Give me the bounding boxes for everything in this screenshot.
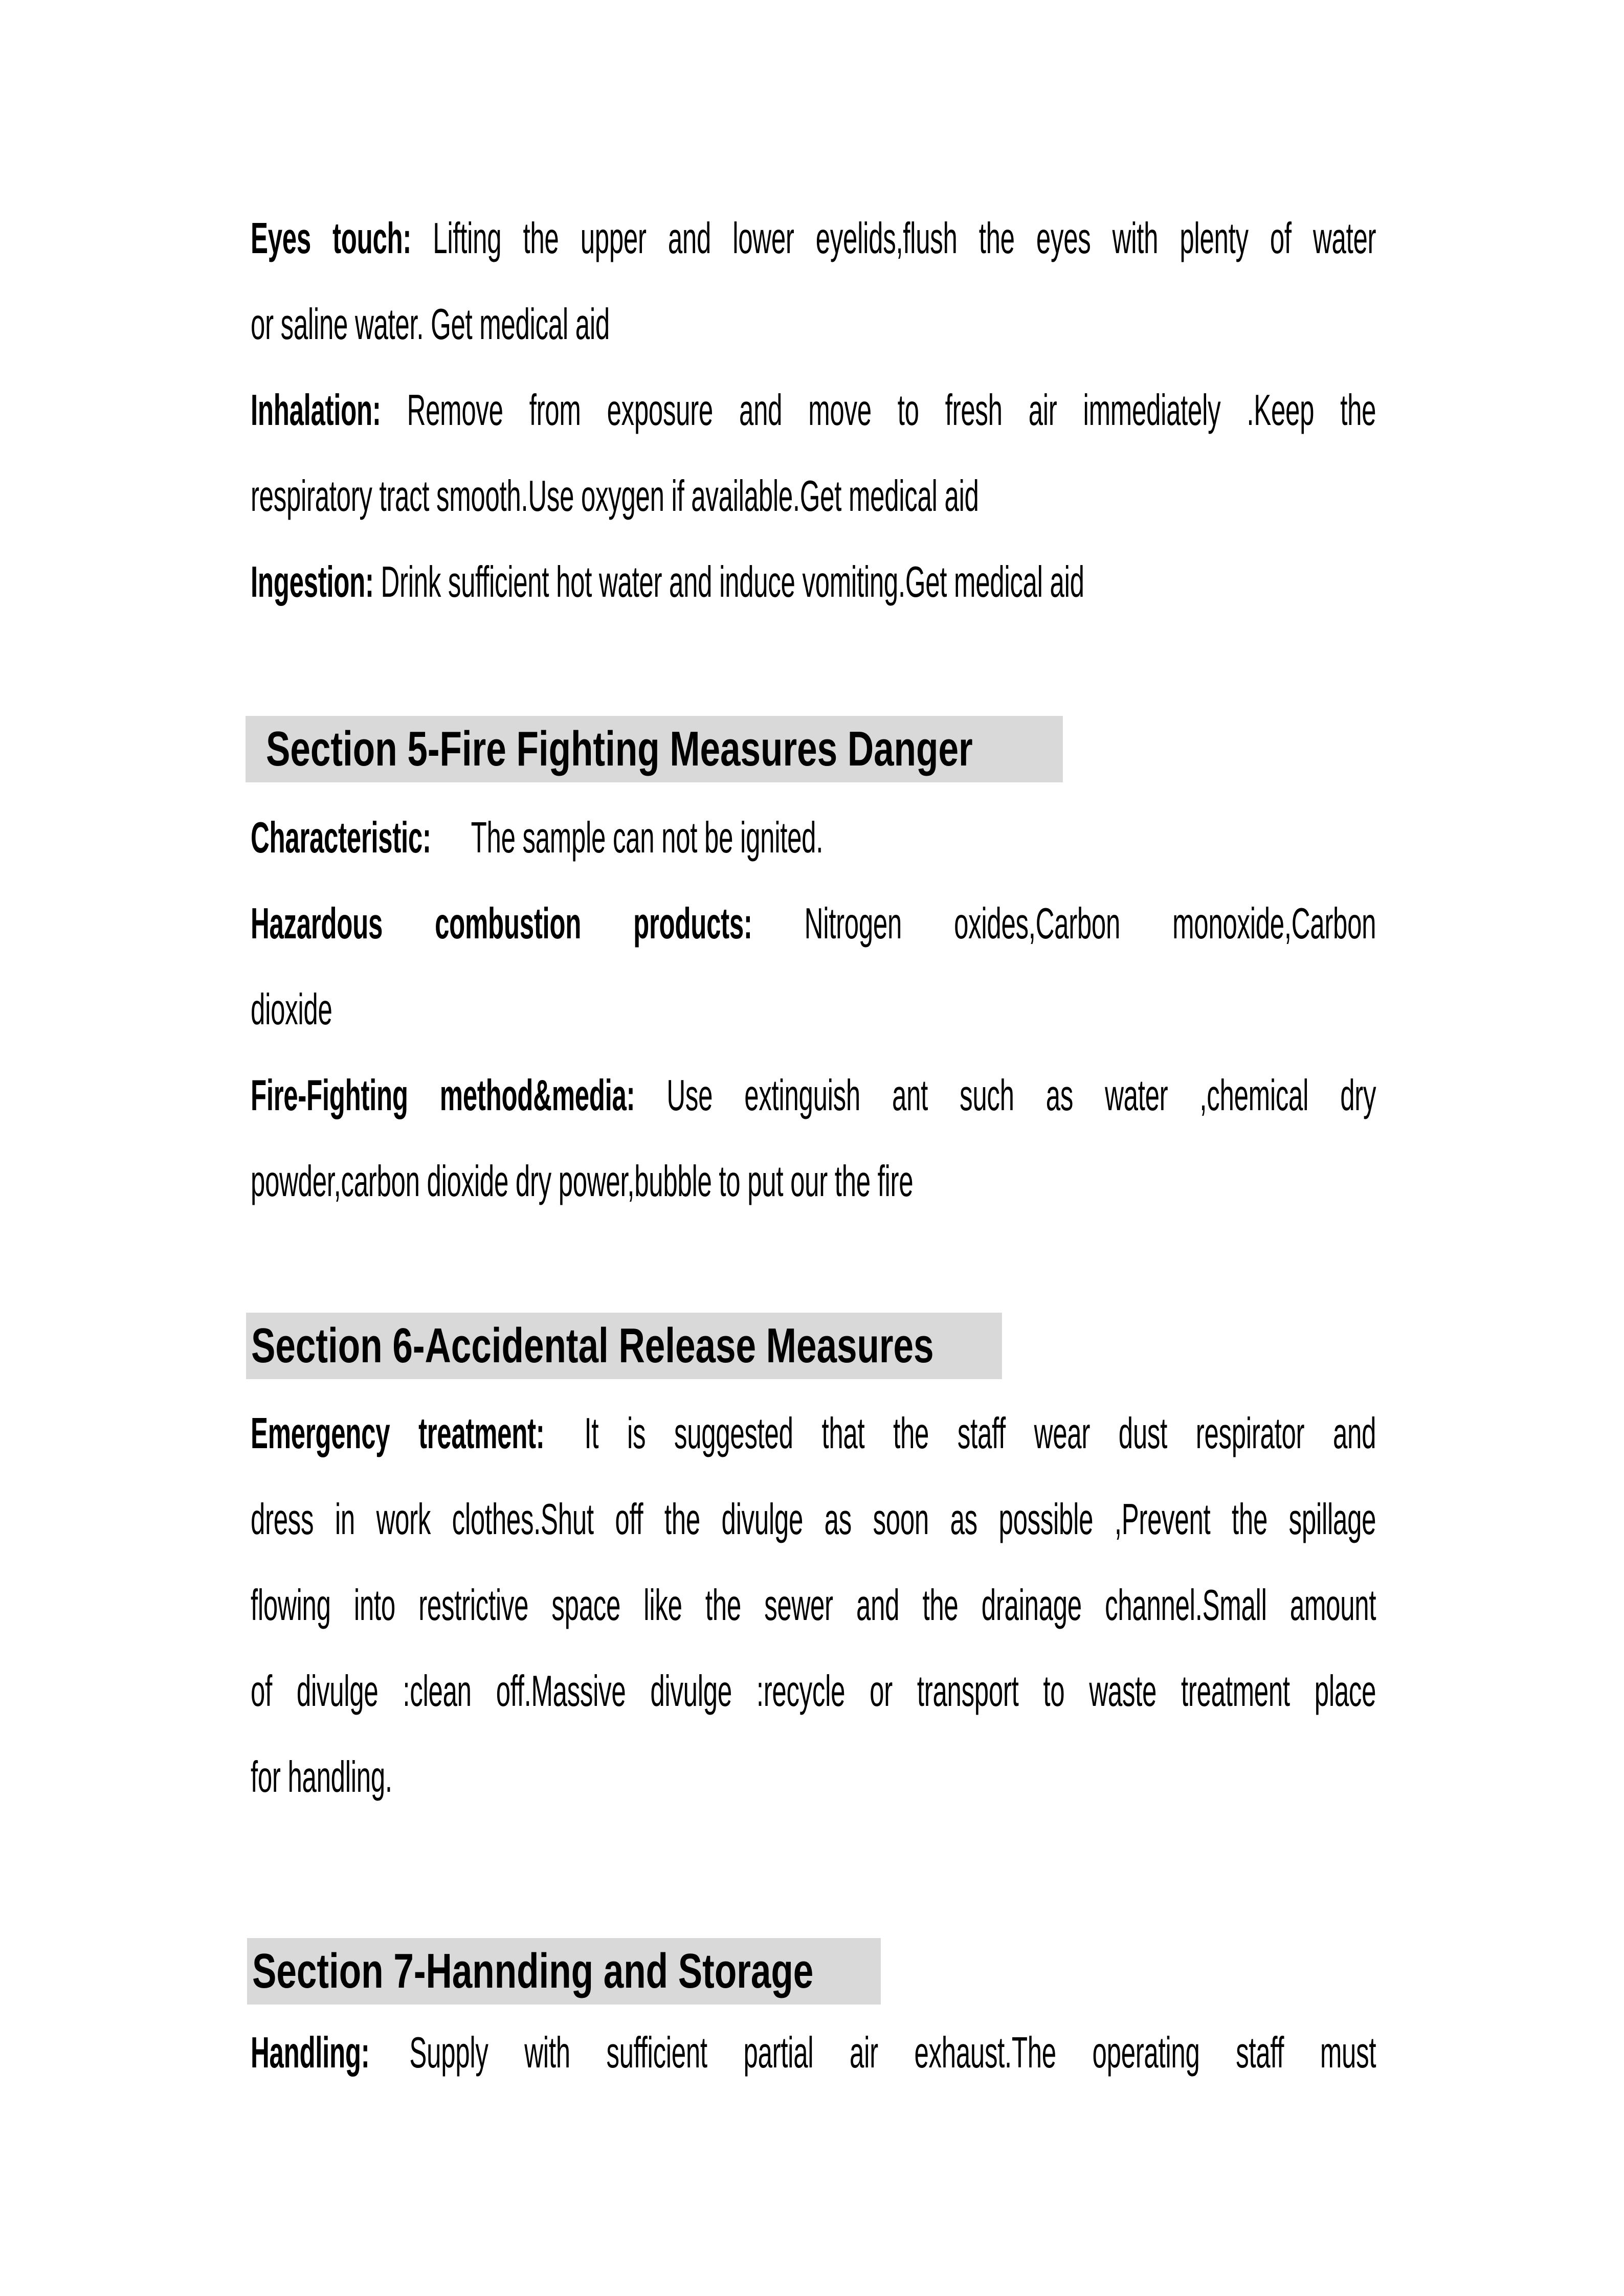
field-text: respiratory tract smooth.Use oxygen if available.Get medical aid	[251, 472, 979, 521]
field-text: Use extinguish ant such as water ,chemical dry	[635, 1071, 1376, 1120]
body-line-characteristic	[251, 810, 1376, 866]
body-line-emergency-1	[251, 1406, 1376, 1462]
section-6-title: Section 6-Accidental Release Measures	[251, 1318, 934, 1373]
field-text: for handling.	[251, 1753, 392, 1802]
body-line-fire-fighting-2	[251, 1154, 1376, 1210]
field-text: Lifting the upper and lower eyelids,flush the eyes with plenty of water	[411, 214, 1376, 263]
body-line-inhalation-1	[251, 382, 1376, 439]
field-text: Remove from exposure and move to fresh air immediately .Keep the	[381, 386, 1376, 435]
field-label: Characteristic:	[251, 814, 431, 862]
body-line-emergency-4	[251, 1663, 1376, 1720]
field-label: Ingestion:	[251, 558, 374, 606]
body-line-emergency-3	[251, 1578, 1376, 1634]
field-label: Emergency treatment:	[251, 1409, 545, 1458]
body-line-eyes-touch-1	[251, 211, 1376, 267]
body-line-fire-fighting-1	[251, 1068, 1376, 1124]
body-line-emergency-5	[251, 1749, 1376, 1806]
body-line-hazardous-2	[251, 982, 1376, 1038]
body-line-emergency-2	[251, 1492, 1376, 1548]
section-5-header	[246, 716, 1063, 782]
body-line-handling	[251, 2025, 1376, 2081]
section-6-header	[246, 1313, 1002, 1379]
field-text: Drink sufficient hot water and induce vomiting.Get medical aid	[373, 558, 1084, 606]
body-line-eyes-touch-2	[251, 297, 1376, 353]
field-label: Eyes touch:	[251, 214, 412, 263]
field-text: flowing into restrictive space like the sewer and the drainage channel.Small amount	[251, 1581, 1376, 1630]
field-label: Hazardous combustion products:	[251, 899, 752, 948]
field-text: dioxide	[251, 985, 332, 1034]
field-text: It is suggested that the staff wear dust respirator and	[584, 1409, 1376, 1458]
section-5-title: Section 5-Fire Fighting Measures Danger	[266, 722, 973, 776]
field-text: of divulge :clean off.Massive divulge :recycle or transport to waste treatment place	[251, 1667, 1376, 1716]
field-label: Handling:	[251, 2029, 370, 2077]
body-line-ingestion	[251, 554, 1376, 611]
section-7-header	[247, 1938, 881, 2005]
field-text: Nitrogen oxides,Carbon monoxide,Carbon	[752, 899, 1376, 948]
field-text: The sample can not be ignited.	[471, 814, 824, 862]
field-label: Fire-Fighting method&media:	[251, 1071, 635, 1120]
body-line-inhalation-2	[251, 468, 1376, 525]
field-text: Supply with sufficient partial air exhaust.The operating staff must	[409, 2029, 1376, 2077]
section-7-title: Section 7-Hannding and Storage	[252, 1944, 814, 1998]
field-text: powder,carbon dioxide dry power,bubble to put our the fire	[251, 1157, 914, 1206]
field-text: dress in work clothes.Shut off the divulge as soon as possible ,Prevent the spillage	[251, 1495, 1376, 1544]
field-text: or saline water. Get medical aid	[251, 300, 610, 349]
body-line-hazardous-1	[251, 896, 1376, 952]
field-label: Inhalation:	[251, 386, 381, 435]
